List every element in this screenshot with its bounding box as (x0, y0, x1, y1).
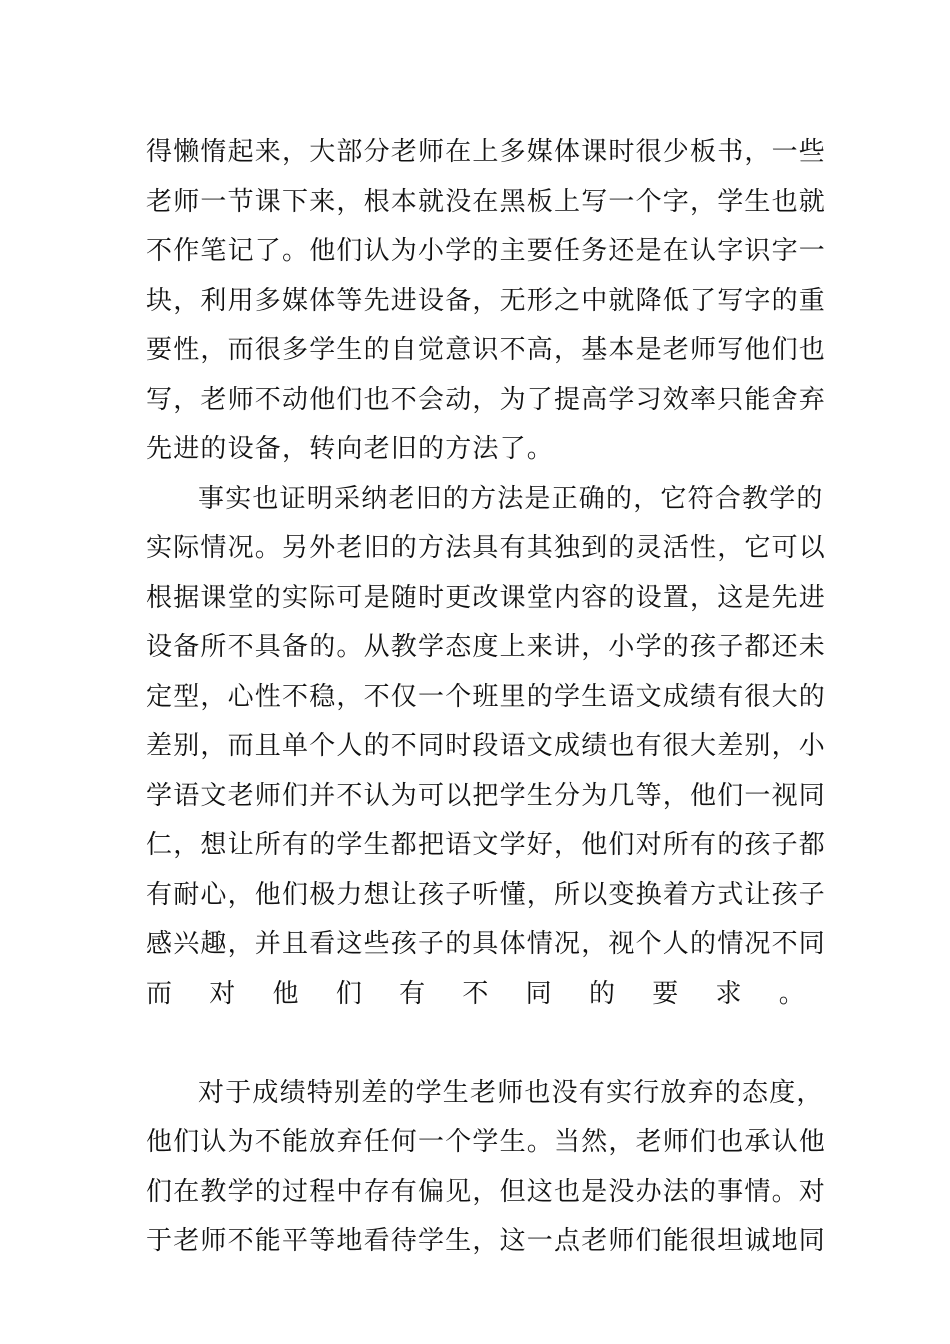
text-line: 不作笔记了。他们认为小学的主要任务还是在认字识字一 (146, 236, 827, 266)
text-line: 差别，而且单个人的不同时段语文成绩也有很大差别，小 (146, 731, 827, 761)
text-line: 于老师不能平等地看待学生，这一点老师们能很坦诚地同 (146, 1226, 827, 1256)
text-line: 设备所不具备的。从教学态度上来讲，小学的孩子都还未 (146, 632, 827, 662)
text-line: 要性，而很多学生的自觉意识不高，基本是老师写他们也 (146, 335, 827, 365)
text-line: 先进的设备，转向老旧的方法了。 (146, 434, 555, 464)
text-line: 块，利用多媒体等先进设备，无形之中就降低了写字的重 (146, 285, 827, 316)
paragraph-3 (146, 1069, 827, 1267)
paragraph-2 (146, 475, 827, 1069)
text-line: 写，老师不动他们也不会动，为了提高学习效率只能舍弃 (146, 384, 827, 415)
text-line: 对于成绩特别差的学生老师也没有实行放弃的态度， (198, 1077, 824, 1108)
text-line: 有耐心，他们极力想让孩子听懂，所以变换着方式让孩子 (146, 879, 827, 910)
document-body (146, 128, 827, 1267)
text-line: 得懒惰起来，大部分老师在上多媒体课时很少板书，一些 (146, 137, 827, 167)
text-line: 老师一节课下来，根本就没在黑板上写一个字，学生也就 (146, 186, 827, 217)
text-line: 而对他们有不同的要求。 (146, 978, 806, 1009)
text-line: 学语文老师们并不认为可以把学生分为几等，他们一视同 (146, 780, 827, 811)
text-line: 仁，想让所有的学生都把语文学好，他们对所有的孩子都 (146, 830, 827, 860)
text-line (146, 1019, 806, 1069)
text-line: 根据课堂的实际可是随时更改课堂内容的设置，这是先进 (146, 582, 827, 613)
text-line: 们在教学的过程中存有偏见，但这也是没办法的事情。对 (146, 1176, 827, 1207)
text-line: 感兴趣，并且看这些孩子的具体情况，视个人的情况不同 (146, 929, 827, 959)
text-line: 定型，心性不稳，不仅一个班里的学生语文成绩有很大的 (146, 681, 827, 712)
text-line: 他们认为不能放弃任何一个学生。当然，老师们也承认他 (146, 1127, 827, 1157)
text-line: 事实也证明采纳老旧的方法是正确的，它符合教学的 (198, 483, 824, 514)
text-line: 实际情况。另外老旧的方法具有其独到的灵活性，它可以 (146, 533, 827, 563)
paragraph-1 (146, 128, 827, 475)
